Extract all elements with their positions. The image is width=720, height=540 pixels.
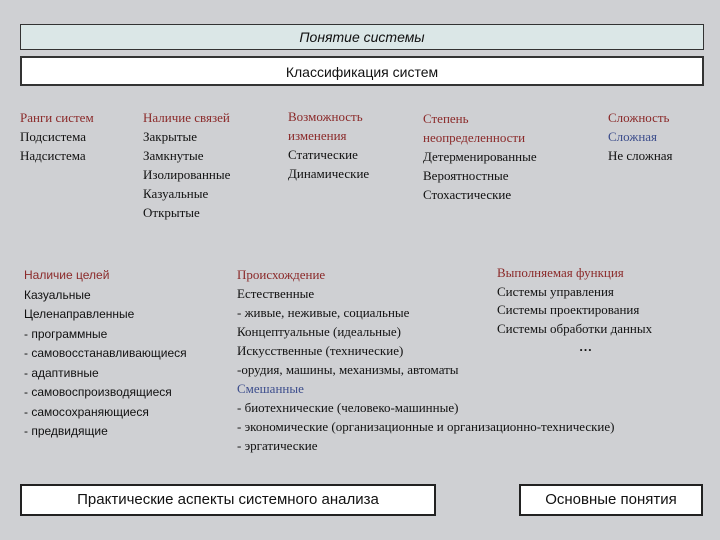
list-item: Надсистема xyxy=(20,148,86,163)
list-item: - адаптивные xyxy=(24,365,99,380)
mixed-heading: Смешанные xyxy=(237,381,304,396)
list-item: Целенаправленные xyxy=(24,307,135,321)
list-item: - предвидящие xyxy=(24,424,108,438)
list-item: Вероятностные xyxy=(423,168,509,183)
connections-heading: Наличие связей xyxy=(143,110,230,125)
list-item: Системы обработки данных xyxy=(497,320,653,336)
function-heading: Выполняемая функция xyxy=(497,265,624,280)
list-item: Концептуальные (идеальные) xyxy=(237,324,401,339)
connections-column xyxy=(143,108,230,222)
list-item: Стохастические xyxy=(423,187,512,202)
basic-concepts-button[interactable]: Основные понятия xyxy=(519,484,703,516)
list-item: - самовоспроизводящиеся xyxy=(24,385,172,399)
changeability-column xyxy=(288,107,369,183)
list-item: Открытые xyxy=(143,205,200,220)
list-item: Казуальные xyxy=(24,287,91,302)
list-item: - самовосстанавливающиеся xyxy=(24,346,187,360)
list-item: Замкнутые xyxy=(143,148,204,163)
complexity-column xyxy=(608,108,673,165)
practical-aspects-button[interactable]: Практические аспекты системного анализа xyxy=(20,484,436,516)
function-ellipsis: … xyxy=(579,339,592,354)
function-column xyxy=(497,264,652,357)
goals-column xyxy=(24,266,187,442)
uncertainty-heading-line1: Степень xyxy=(423,111,469,126)
uncertainty-column xyxy=(423,109,537,204)
list-item: Подсистема xyxy=(20,129,86,144)
complexity-heading: Сложность xyxy=(608,110,670,125)
list-item: - самосохраняющиеся xyxy=(24,404,149,419)
list-item: Системы проектирования xyxy=(497,302,640,317)
changeability-heading-line2: изменения xyxy=(288,128,347,143)
uncertainty-heading-line2: неопределенности xyxy=(423,130,526,145)
page-title: Понятие системы xyxy=(20,24,704,50)
list-item: Системы управления xyxy=(497,283,614,299)
origin-heading: Происхождение xyxy=(237,267,326,282)
classification-header: Классификация систем xyxy=(20,56,704,86)
goals-heading: Наличие целей xyxy=(24,268,110,282)
ranks-heading: Ранги систем xyxy=(20,110,94,125)
list-item: - экономические (организационные и организационно-технические) xyxy=(237,419,615,434)
list-item: Сложная xyxy=(608,129,658,144)
list-item: - эргатические xyxy=(237,438,318,453)
changeability-heading-line1: Возможность xyxy=(288,109,363,124)
list-item: Искусственные (технические) xyxy=(237,343,404,358)
ranks-column xyxy=(20,108,94,165)
list-item: Не сложная xyxy=(608,148,673,163)
list-item: - программные xyxy=(24,326,108,341)
list-item: Изолированные xyxy=(143,167,231,182)
list-item: Казуальные xyxy=(143,186,209,201)
list-item: - живые, неживые, социальные xyxy=(237,305,410,320)
list-item: Детерменированные xyxy=(423,149,537,164)
list-item: Статические xyxy=(288,147,358,162)
list-item: Динамические xyxy=(288,166,370,181)
list-item: Естественные xyxy=(237,286,315,301)
list-item: - биотехнические (человеко-машинные) xyxy=(237,400,459,415)
list-item: Закрытые xyxy=(143,129,198,144)
list-item: -орудия, машины, механизмы, автоматы xyxy=(237,362,459,377)
